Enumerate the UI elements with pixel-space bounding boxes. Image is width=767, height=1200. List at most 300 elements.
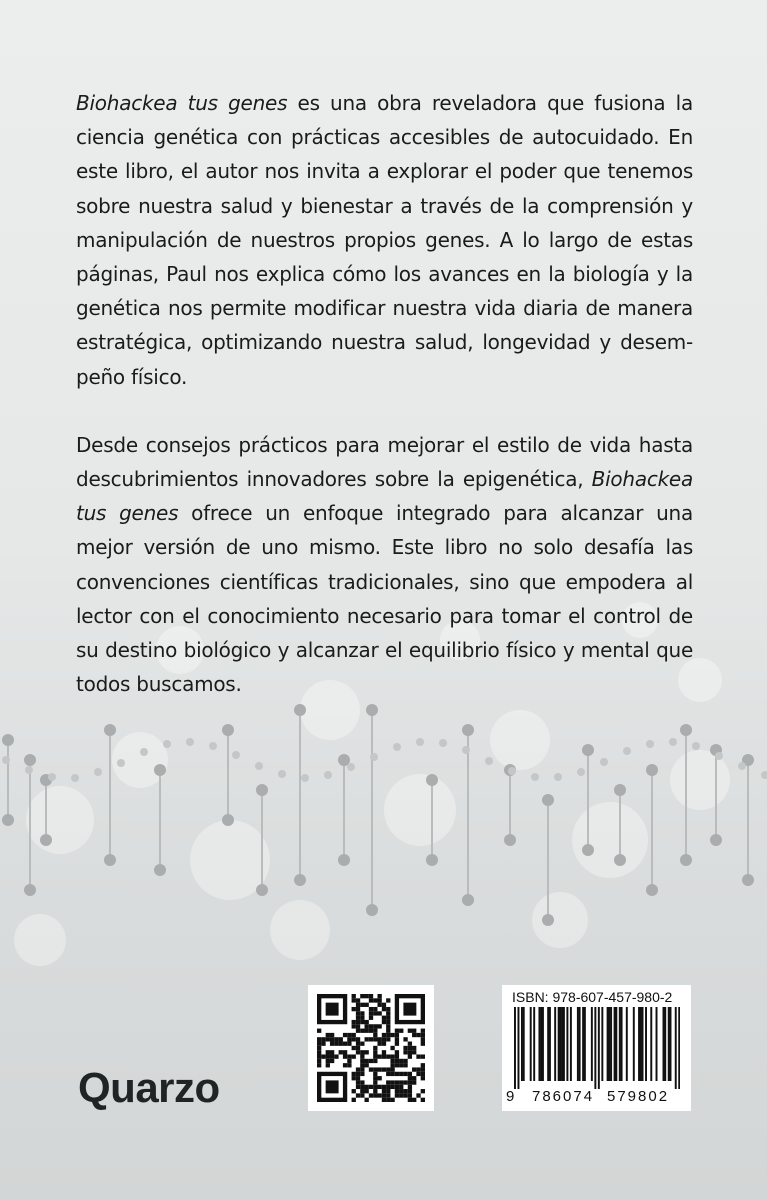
qr-module (386, 1024, 390, 1028)
soft-bokeh-6 (572, 802, 648, 878)
qr-module (360, 1042, 364, 1046)
qr-module (352, 1037, 356, 1041)
dna-dot-6-1 (256, 884, 268, 896)
qr-module (373, 1080, 377, 1084)
barcode-bar (633, 1007, 635, 1081)
qr-module (360, 1020, 364, 1024)
blurb-paragraph-2 (76, 428, 693, 702)
qr-module (403, 1089, 407, 1093)
qr-module (386, 1067, 390, 1071)
qr-module (395, 1050, 399, 1054)
qr-module (377, 1076, 381, 1080)
dna-small-dot-28 (646, 740, 654, 748)
qr-module (360, 1072, 364, 1076)
barcode-bar (538, 1007, 540, 1081)
dna-small-dot-10 (232, 751, 240, 759)
qr-module (408, 1080, 412, 1084)
qr-module (326, 1063, 330, 1067)
dna-small-dot-4 (94, 768, 102, 776)
barcode-bar (598, 1007, 600, 1089)
dna-small-dot-3 (71, 774, 79, 782)
dna-dot-15-1 (614, 854, 626, 866)
qr-module (386, 1007, 390, 1011)
dna-small-dot-30 (692, 742, 700, 750)
qr-module (382, 1093, 386, 1097)
qr-module (382, 1085, 386, 1089)
dna-small-dot-27 (623, 747, 631, 755)
qr-module (352, 998, 356, 1002)
qr-module (317, 1037, 321, 1041)
qr-module (352, 1089, 356, 1093)
barcode-bar (561, 1007, 563, 1081)
qr-module (408, 1089, 412, 1093)
qr-module (330, 1042, 334, 1046)
qr-module (321, 1054, 325, 1058)
soft-bokeh-4 (384, 774, 456, 846)
qr-module (339, 1050, 343, 1054)
qr-module (382, 1020, 386, 1024)
qr-module (403, 1037, 407, 1041)
dna-dot-14-0 (582, 744, 594, 756)
barcode-bar (558, 1007, 560, 1081)
dna-small-dot-14 (324, 771, 332, 779)
dna-small-dot-26 (600, 758, 608, 766)
barcode-bar (521, 1007, 523, 1081)
dna-dot-17-0 (680, 724, 692, 736)
qr-module (356, 1072, 360, 1076)
qr-module (373, 1093, 377, 1097)
qr-module (386, 1029, 390, 1033)
qr-module (360, 1029, 364, 1033)
qr-module (386, 1080, 390, 1084)
qr-module (377, 1093, 381, 1097)
qr-module (369, 1059, 373, 1063)
dna-small-dot-18 (416, 738, 424, 746)
dna-small-dot-6 (140, 748, 148, 756)
qr-module (382, 1054, 386, 1058)
qr-module (399, 1059, 403, 1063)
qr-module (326, 1050, 330, 1054)
dna-small-dot-24 (554, 773, 562, 781)
barcode-bar (664, 1007, 666, 1081)
barcode-bar (663, 1007, 665, 1081)
qr-module (382, 1033, 386, 1037)
book-title-italic: Biohackea tus genes (76, 467, 693, 526)
qr-module (317, 1059, 321, 1063)
qr-module (412, 1046, 416, 1050)
dna-dot-10-1 (426, 854, 438, 866)
qr-module (386, 1093, 390, 1097)
qr-module (360, 1067, 364, 1071)
dna-small-dot-25 (577, 768, 585, 776)
qr-module (330, 1037, 334, 1041)
blurb-paragraph-2-text: ofrece un enfoque integrado para alcanzar una mejor versión de uno mismo. Este libro no solo desafía las convenciones científicas tradicionales, sino que empodera al lector con el conocimiento necesario para tomar el control de su destino biológico y alcanzar el equilibrio físico y mental que todos buscamos. (76, 501, 693, 697)
barcode-bar (566, 1007, 568, 1081)
qr-module (421, 1072, 425, 1076)
qr-module (408, 1054, 412, 1058)
dna-dot-9-0 (366, 704, 378, 716)
barcode-icon (514, 1007, 680, 1089)
isbn-label: ISBN: 978-607-457-980-2 (512, 989, 673, 1005)
qr-module (365, 1059, 369, 1063)
qr-module (395, 1093, 399, 1097)
qr-module (360, 1093, 364, 1097)
dna-small-dot-5 (117, 759, 125, 767)
barcode-bar (594, 1007, 596, 1089)
qr-module (373, 1054, 377, 1058)
barcode-bar (608, 1007, 610, 1081)
qr-module (373, 1024, 377, 1028)
qr-module (416, 1067, 420, 1071)
qr-module (382, 1098, 386, 1102)
qr-module (352, 1046, 356, 1050)
qr-finder-core-2 (326, 1080, 339, 1093)
qr-module (360, 1080, 364, 1084)
qr-module (386, 1037, 390, 1041)
soft-bokeh-0 (26, 786, 94, 854)
qr-module (382, 1050, 386, 1054)
dna-small-dot-16 (370, 753, 378, 761)
qr-finder-core-1 (403, 1003, 416, 1016)
dna-dot-11-1 (462, 894, 474, 906)
qr-module (356, 1037, 360, 1041)
qr-module (369, 998, 373, 1002)
qr-module (360, 1089, 364, 1093)
qr-module (408, 1029, 412, 1033)
qr-module (386, 1033, 390, 1037)
qr-module (365, 1098, 369, 1102)
dna-small-dot-32 (738, 762, 746, 770)
barcode-bar (584, 1007, 586, 1081)
qr-module (317, 1050, 321, 1054)
qr-module (390, 1054, 394, 1058)
qr-module (403, 1080, 407, 1084)
qr-module (360, 1085, 364, 1089)
qr-module (365, 1085, 369, 1089)
dna-small-dot-2 (48, 773, 56, 781)
qr-module (339, 1037, 343, 1041)
qr-module (403, 1059, 407, 1063)
dna-small-dot-9 (209, 742, 217, 750)
barcode-bar (570, 1007, 572, 1081)
qr-module (408, 1042, 412, 1046)
qr-module (395, 1033, 399, 1037)
soft-bokeh-5 (490, 710, 550, 770)
qr-module (408, 1072, 412, 1076)
qr-module (334, 1042, 338, 1046)
barcode-bar (626, 1007, 628, 1081)
qr-module (365, 1063, 369, 1067)
dna-dot-17-1 (680, 854, 692, 866)
qr-module (365, 1089, 369, 1093)
qr-module (373, 1072, 377, 1076)
qr-module (365, 1037, 369, 1041)
qr-module (386, 1098, 390, 1102)
qr-module (403, 1093, 407, 1097)
qr-module (395, 1063, 399, 1067)
qr-module (369, 1016, 373, 1020)
qr-module (408, 1046, 412, 1050)
qr-module (386, 1054, 390, 1058)
barcode-bar (530, 1007, 532, 1081)
qr-module (421, 1054, 425, 1058)
barcode-bar (533, 1007, 535, 1081)
dna-small-dot-23 (531, 773, 539, 781)
qr-module (403, 1063, 407, 1067)
qr-module (356, 1076, 360, 1080)
barcode-bar (638, 1007, 640, 1081)
qr-module (382, 1067, 386, 1071)
qr-module (408, 1093, 412, 1097)
qr-module (360, 994, 364, 998)
qr-module (317, 1063, 321, 1067)
barcode-bar (549, 1007, 551, 1081)
qr-module (356, 1016, 360, 1020)
qr-module (360, 1003, 364, 1007)
qr-module (386, 1011, 390, 1015)
qr-module (369, 994, 373, 998)
qr-module (356, 1093, 360, 1097)
qr-module (373, 1067, 377, 1071)
qr-module (330, 1050, 334, 1054)
qr-module (421, 1089, 425, 1093)
soft-bokeh-9 (270, 900, 330, 960)
qr-module (377, 1024, 381, 1028)
blurb-paragraph-2-start: Desde consejos prácticos para mejorar el estilo de vida hasta descubrimientos innovadores sobre la epigenética, (76, 432, 693, 492)
qr-module (395, 1085, 399, 1089)
qr-module (373, 1059, 377, 1063)
qr-module (416, 1054, 420, 1058)
qr-module (390, 1059, 394, 1063)
dna-small-dot-17 (393, 743, 401, 751)
qr-module (347, 1037, 351, 1041)
blurb-paragraph-1 (76, 86, 693, 394)
qr-module (408, 1050, 412, 1054)
qr-module (321, 1042, 325, 1046)
qr-module (352, 1024, 356, 1028)
dna-small-dot-1 (25, 766, 33, 774)
qr-module (395, 1089, 399, 1093)
qr-module (399, 1093, 403, 1097)
dna-dot-19-1 (742, 874, 754, 886)
qr-module (377, 1067, 381, 1071)
qr-module (386, 1085, 390, 1089)
qr-module (317, 1029, 321, 1033)
barcode-bar (640, 1007, 642, 1081)
dna-dot-3-1 (104, 854, 116, 866)
qr-module (339, 1042, 343, 1046)
qr-module (382, 1042, 386, 1046)
dna-dot-0-1 (2, 814, 14, 826)
dna-dot-9-1 (366, 904, 378, 916)
qr-module (365, 1020, 369, 1024)
qr-module (352, 1033, 356, 1037)
qr-module (373, 1029, 377, 1033)
qr-module (360, 1063, 364, 1067)
qr-module (343, 1063, 347, 1067)
qr-module (334, 1054, 338, 1058)
qr-module (356, 1042, 360, 1046)
barcode-bar (517, 1007, 519, 1089)
qr-module (356, 998, 360, 1002)
qr-module (386, 1016, 390, 1020)
dna-dot-6-0 (256, 784, 268, 796)
dna-dot-16-0 (646, 764, 658, 776)
qr-module (395, 1059, 399, 1063)
ean-left-digits: 786074 (532, 1088, 595, 1105)
qr-module (360, 1050, 364, 1054)
dna-dot-14-1 (582, 844, 594, 856)
qr-module (377, 1011, 381, 1015)
dna-dot-3-0 (104, 724, 116, 736)
barcode-bar (582, 1007, 584, 1081)
qr-module (330, 1054, 334, 1058)
dna-dot-1-1 (24, 884, 36, 896)
qr-module (377, 998, 381, 1002)
qr-module (347, 1059, 351, 1063)
qr-module (326, 1054, 330, 1058)
qr-module (373, 1089, 377, 1093)
qr-module (365, 1050, 369, 1054)
qr-module (360, 1011, 364, 1015)
qr-module (373, 1011, 377, 1015)
dna-small-dot-20 (462, 746, 470, 754)
qr-module (369, 1085, 373, 1089)
barcode-bar (670, 1007, 672, 1081)
qr-module (403, 1046, 407, 1050)
dna-dot-5-1 (222, 814, 234, 826)
qr-module (352, 1007, 356, 1011)
barcode-bar (540, 1007, 542, 1081)
qr-module (369, 1024, 373, 1028)
dna-small-dot-19 (439, 739, 447, 747)
dna-small-dot-33 (761, 771, 767, 779)
qr-module (352, 1072, 356, 1076)
qr-module (352, 1098, 356, 1102)
qr-module (347, 1033, 351, 1037)
qr-module (373, 1007, 377, 1011)
qr-module (347, 1063, 351, 1067)
ean-right-digits: 579802 (607, 1088, 670, 1105)
qr-module (390, 1080, 394, 1084)
qr-module (360, 1016, 364, 1020)
soft-bokeh-10 (532, 892, 588, 948)
barcode-bar (668, 1007, 670, 1081)
qr-module (343, 1054, 347, 1058)
qr-module (421, 1037, 425, 1041)
dna-small-dot-12 (278, 770, 286, 778)
qr-module (412, 1080, 416, 1084)
qr-module (412, 1076, 416, 1080)
qr-module (317, 1042, 321, 1046)
barcode-bar (554, 1007, 556, 1081)
qr-module (399, 1029, 403, 1033)
qr-module (390, 1067, 394, 1071)
qr-module (412, 1098, 416, 1102)
dna-dot-2-1 (40, 834, 52, 846)
qr-module (347, 1054, 351, 1058)
barcode-bar (621, 1007, 623, 1081)
dna-small-dot-21 (485, 757, 493, 765)
qr-module (369, 1007, 373, 1011)
qr-module (386, 1020, 390, 1024)
qr-module (356, 1050, 360, 1054)
barcode-bar (563, 1007, 565, 1081)
qr-module (399, 1063, 403, 1067)
qr-module (343, 1033, 347, 1037)
blurb-paragraph-1-text: es una obra reveladora que fusiona la ciencia genética con prácticas accesibles de autocuidado. En este libro, el autor nos invita a explorar el poder que tenemos sobre nuestra salud y bienestar a través de la comprensión y manipulación de nuestros propios genes. A lo largo de estas páginas, Paul nos explica cómo los avances en la biología y la genética nos permite modificar nuestra vida diaria de manera estratégica, optimizando nuestra salud, longevidad y desem-peño físico. (76, 91, 693, 389)
qr-module (421, 1029, 425, 1033)
barcode-bar (678, 1007, 680, 1089)
qr-module (365, 1024, 369, 1028)
dna-dot-13-0 (542, 794, 554, 806)
qr-module (395, 1037, 399, 1041)
qr-module (321, 1037, 325, 1041)
dna-small-dot-13 (301, 774, 309, 782)
qr-module (390, 1046, 394, 1050)
qr-code (308, 985, 434, 1111)
qr-module (412, 1029, 416, 1033)
qr-module (421, 1076, 425, 1080)
qr-module (365, 1029, 369, 1033)
qr-module (390, 1098, 394, 1102)
qr-module (416, 1093, 420, 1097)
dna-dot-10-0 (426, 774, 438, 786)
dna-dot-11-0 (462, 724, 474, 736)
qr-module (416, 1072, 420, 1076)
qr-module (382, 1003, 386, 1007)
qr-module (356, 1003, 360, 1007)
qr-module (334, 1037, 338, 1041)
qr-module (395, 1054, 399, 1058)
qr-module (377, 1054, 381, 1058)
qr-module (386, 1089, 390, 1093)
qr-module (399, 1089, 403, 1093)
qr-module (343, 1042, 347, 1046)
dna-dot-12-1 (504, 834, 516, 846)
qr-finder-core-0 (326, 1003, 339, 1016)
qr-module (356, 1046, 360, 1050)
qr-code-icon (317, 994, 425, 1102)
qr-module (356, 1007, 360, 1011)
qr-module (326, 1037, 330, 1041)
dna-small-dot-8 (186, 738, 194, 746)
qr-module (403, 1050, 407, 1054)
barcode-bar (542, 1007, 544, 1081)
barcode-bar (591, 1007, 593, 1081)
dna-small-dot-22 (508, 767, 516, 775)
barcode-bar (614, 1007, 616, 1081)
qr-module (421, 1033, 425, 1037)
qr-module (382, 1016, 386, 1020)
barcode-bar (610, 1007, 612, 1081)
qr-module (360, 1059, 364, 1063)
qr-module (352, 1076, 356, 1080)
qr-module (369, 1093, 373, 1097)
qr-module (356, 1080, 360, 1084)
qr-module (369, 1011, 373, 1015)
qr-module (373, 1046, 377, 1050)
qr-module (412, 1033, 416, 1037)
barcode-bar (559, 1007, 561, 1081)
dna-small-dot-31 (715, 752, 723, 760)
qr-module (390, 1033, 394, 1037)
dna-dot-18-1 (710, 834, 722, 846)
qr-module (377, 1037, 381, 1041)
qr-module (377, 994, 381, 998)
dna-dot-4-0 (154, 764, 166, 776)
qr-module (390, 1063, 394, 1067)
